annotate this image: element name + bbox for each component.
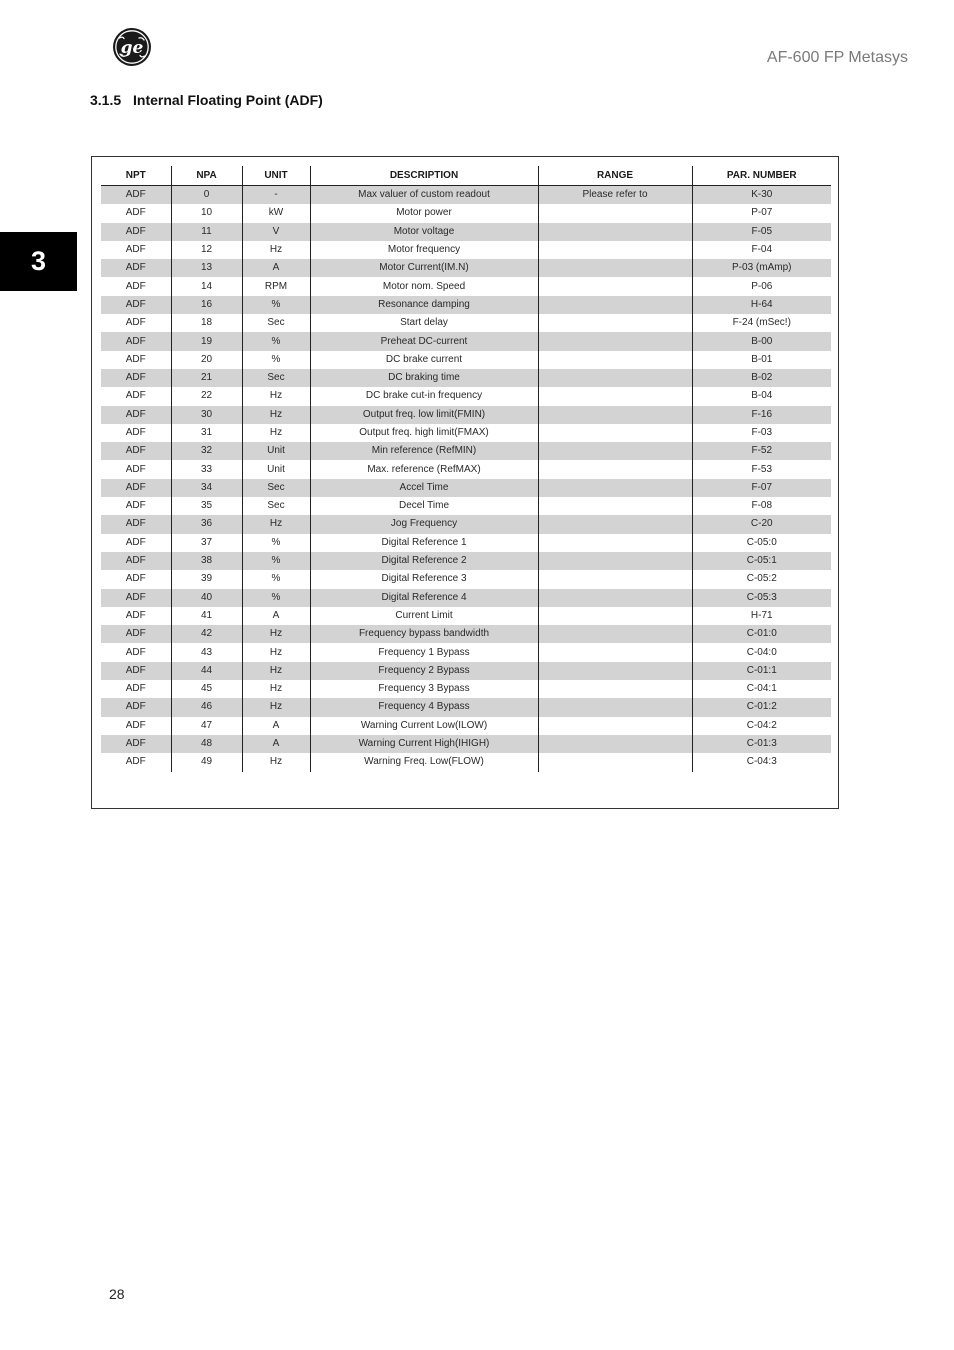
cell-unit: %	[242, 589, 310, 607]
cell-description: Accel Time	[310, 479, 538, 497]
cell-description: Frequency 3 Bypass	[310, 680, 538, 698]
cell-unit: Hz	[242, 753, 310, 771]
cell-par-number: P-03 (mAmp)	[692, 259, 831, 277]
cell-npt: ADF	[101, 223, 171, 241]
cell-npa: 10	[171, 204, 242, 222]
cell-npt: ADF	[125, 500, 146, 512]
table-row	[101, 204, 831, 222]
cell-npa: 45	[171, 680, 242, 698]
cell-unit: Hz	[242, 662, 310, 680]
cell-description: Max valuer of custom readout	[310, 186, 538, 205]
cell-npt: ADF	[125, 536, 146, 548]
cell-npt: ADF	[101, 662, 171, 680]
cell-range	[538, 351, 692, 369]
cell-range	[538, 369, 692, 387]
cell-unit: A	[242, 735, 310, 753]
cell-unit: %	[242, 570, 310, 588]
cell-description: Output freq. low limit(FMIN)	[310, 406, 538, 424]
cell-description: Motor frequency	[310, 241, 538, 259]
cell-range	[538, 515, 692, 533]
cell-npt: ADF	[125, 719, 146, 731]
cell-npt: ADF	[125, 280, 146, 292]
cell-npt: ADF	[101, 735, 171, 753]
cell-par-number: B-00	[692, 332, 831, 350]
cell-par-number: F-53	[692, 460, 831, 478]
table-row	[101, 223, 831, 241]
cell-npt: ADF	[125, 207, 146, 219]
cell-unit: A	[242, 259, 310, 277]
cell-par-number: P-06	[692, 277, 831, 295]
section-title: Internal Floating Point (ADF)	[133, 92, 323, 108]
cell-npa: 22	[171, 387, 242, 405]
table-row	[101, 680, 831, 698]
table-row	[101, 662, 831, 680]
cell-npa: 37	[171, 534, 242, 552]
cell-npt: ADF	[101, 552, 171, 570]
cell-npt: ADF	[125, 683, 146, 695]
table-row	[101, 717, 831, 735]
cell-unit: %	[242, 332, 310, 350]
cell-range	[538, 717, 692, 735]
table-row	[101, 351, 831, 369]
cell-description: Warning Current Low(ILOW)	[310, 717, 538, 735]
ge-logo-icon	[112, 27, 152, 67]
cell-par-number: C-01:0	[692, 625, 831, 643]
cell-npa: 47	[171, 717, 242, 735]
cell-par-number: F-52	[692, 442, 831, 460]
cell-range	[538, 406, 692, 424]
cell-description: Digital Reference 1	[310, 534, 538, 552]
cell-npt: ADF	[101, 625, 171, 643]
cell-range	[538, 570, 692, 588]
cell-unit: A	[242, 717, 310, 735]
cell-npa: 36	[171, 515, 242, 533]
table-row	[101, 369, 831, 387]
cell-npa: 48	[171, 735, 242, 753]
cell-range	[538, 662, 692, 680]
cell-unit: Unit	[242, 460, 310, 478]
cell-description: Jog Frequency	[310, 515, 538, 533]
table-row	[101, 497, 831, 515]
cell-description: Resonance damping	[310, 296, 538, 314]
cell-par-number: H-71	[692, 607, 831, 625]
cell-range	[538, 241, 692, 259]
cell-description: Output freq. high limit(FMAX)	[310, 424, 538, 442]
cell-npt: ADF	[101, 406, 171, 424]
cell-description: Preheat DC-current	[310, 332, 538, 350]
cell-unit: kW	[242, 204, 310, 222]
cell-par-number: C-05:1	[692, 552, 831, 570]
table-row	[101, 552, 831, 570]
cell-par-number: C-04:0	[692, 643, 831, 661]
cell-par-number: C-01:2	[692, 698, 831, 716]
cell-npt: ADF	[101, 296, 171, 314]
cell-par-number: C-20	[692, 515, 831, 533]
cell-description: DC brake current	[310, 351, 538, 369]
cell-unit: Hz	[242, 625, 310, 643]
cell-unit: -	[242, 186, 310, 205]
column-header-par-number: PAR. NUMBER	[692, 166, 831, 186]
table-row	[101, 479, 831, 497]
cell-par-number: C-01:3	[692, 735, 831, 753]
table-row	[101, 186, 831, 205]
table-row	[101, 277, 831, 295]
column-header-description: DESCRIPTION	[310, 166, 538, 186]
cell-description: Digital Reference 4	[310, 589, 538, 607]
cell-par-number: C-05:2	[692, 570, 831, 588]
cell-par-number: F-08	[692, 497, 831, 515]
cell-npt: ADF	[125, 646, 146, 658]
cell-npa: 16	[171, 296, 242, 314]
cell-range	[538, 424, 692, 442]
cell-npt: ADF	[125, 390, 146, 402]
table-body	[101, 186, 831, 772]
cell-unit: %	[242, 534, 310, 552]
cell-npa: 19	[171, 332, 242, 350]
section-heading	[90, 92, 323, 108]
cell-unit: RPM	[242, 277, 310, 295]
cell-description: Frequency 1 Bypass	[310, 643, 538, 661]
cell-par-number: F-07	[692, 479, 831, 497]
cell-npa: 30	[171, 406, 242, 424]
cell-npa: 12	[171, 241, 242, 259]
cell-npt: ADF	[125, 573, 146, 585]
cell-npa: 14	[171, 277, 242, 295]
cell-range: Please refer to	[538, 186, 692, 205]
cell-unit: Hz	[242, 424, 310, 442]
table-row	[101, 406, 831, 424]
cell-description: Digital Reference 2	[310, 552, 538, 570]
cell-npa: 46	[171, 698, 242, 716]
cell-description: Motor voltage	[310, 223, 538, 241]
cell-unit: Hz	[242, 515, 310, 533]
cell-range	[538, 680, 692, 698]
table-row	[101, 698, 831, 716]
cell-unit: Sec	[242, 479, 310, 497]
cell-npt: ADF	[101, 442, 171, 460]
adf-table	[101, 166, 831, 772]
table-row	[101, 241, 831, 259]
cell-range	[538, 753, 692, 771]
cell-description: Motor Current(IM.N)	[310, 259, 538, 277]
cell-npa: 32	[171, 442, 242, 460]
cell-npa: 11	[171, 223, 242, 241]
cell-range	[538, 698, 692, 716]
table-row	[101, 460, 831, 478]
cell-range	[538, 735, 692, 753]
table-row	[101, 314, 831, 332]
cell-unit: Sec	[242, 314, 310, 332]
cell-range	[538, 552, 692, 570]
cell-npt: ADF	[125, 353, 146, 365]
cell-npa: 49	[171, 753, 242, 771]
cell-range	[538, 643, 692, 661]
cell-npa: 34	[171, 479, 242, 497]
table-row	[101, 424, 831, 442]
cell-par-number: F-04	[692, 241, 831, 259]
cell-par-number: C-04:1	[692, 680, 831, 698]
cell-npa: 33	[171, 460, 242, 478]
cell-range	[538, 332, 692, 350]
cell-unit: Sec	[242, 497, 310, 515]
cell-range	[538, 589, 692, 607]
cell-description: Digital Reference 3	[310, 570, 538, 588]
cell-range	[538, 277, 692, 295]
table-row	[101, 625, 831, 643]
cell-description: Warning Current High(IHIGH)	[310, 735, 538, 753]
cell-description: Min reference (RefMIN)	[310, 442, 538, 460]
column-header-npa: NPA	[171, 166, 242, 186]
cell-npt: ADF	[101, 698, 171, 716]
cell-npt: ADF	[125, 427, 146, 438]
cell-par-number: C-05:3	[692, 589, 831, 607]
cell-range	[538, 223, 692, 241]
cell-npt: ADF	[125, 609, 146, 621]
column-header-unit: UNIT	[242, 166, 310, 186]
table-row	[101, 753, 831, 771]
cell-npt: ADF	[125, 756, 146, 768]
cell-par-number: F-24 (mSec!)	[692, 314, 831, 332]
cell-unit: %	[242, 351, 310, 369]
cell-npt: ADF	[125, 317, 146, 329]
cell-npt: ADF	[101, 589, 171, 607]
cell-unit: Hz	[242, 643, 310, 661]
cell-npa: 40	[171, 589, 242, 607]
cell-npa: 44	[171, 662, 242, 680]
table-row	[101, 387, 831, 405]
cell-description: Current Limit	[310, 607, 538, 625]
cell-unit: Hz	[242, 698, 310, 716]
cell-npt: ADF	[101, 186, 171, 205]
table-row	[101, 607, 831, 625]
cell-par-number: B-02	[692, 369, 831, 387]
cell-description: Motor power	[310, 204, 538, 222]
cell-range	[538, 460, 692, 478]
cell-description: Warning Freq. Low(FLOW)	[310, 753, 538, 771]
table-row	[101, 442, 831, 460]
cell-npt: ADF	[101, 369, 171, 387]
table-header-row	[101, 166, 831, 186]
cell-range	[538, 259, 692, 277]
cell-unit: %	[242, 296, 310, 314]
table-row	[101, 296, 831, 314]
table-row	[101, 570, 831, 588]
cell-par-number: B-04	[692, 387, 831, 405]
cell-npa: 42	[171, 625, 242, 643]
table-row	[101, 735, 831, 753]
column-header-range: RANGE	[538, 166, 692, 186]
cell-range	[538, 534, 692, 552]
cell-npt: ADF	[125, 244, 146, 256]
cell-unit: Hz	[242, 406, 310, 424]
cell-npa: 43	[171, 643, 242, 661]
cell-par-number: K-30	[692, 186, 831, 205]
cell-description: Start delay	[310, 314, 538, 332]
cell-range	[538, 497, 692, 515]
cell-npt: ADF	[101, 479, 171, 497]
table-row	[101, 534, 831, 552]
cell-range	[538, 387, 692, 405]
cell-npa: 18	[171, 314, 242, 332]
cell-unit: Hz	[242, 387, 310, 405]
cell-unit: Sec	[242, 369, 310, 387]
table-row	[101, 643, 831, 661]
section-number: 3.1.5	[90, 92, 122, 108]
table-row	[101, 589, 831, 607]
cell-npa: 20	[171, 351, 242, 369]
cell-npa: 0	[171, 186, 242, 205]
cell-par-number: C-05:0	[692, 534, 831, 552]
cell-npa: 21	[171, 369, 242, 387]
cell-description: Frequency 4 Bypass	[310, 698, 538, 716]
cell-par-number: F-05	[692, 223, 831, 241]
cell-par-number: C-01:1	[692, 662, 831, 680]
product-title: AF-600 FP Metasys	[766, 49, 908, 66]
cell-range	[538, 296, 692, 314]
cell-range	[538, 607, 692, 625]
table-row	[101, 259, 831, 277]
chapter-tab: 3	[0, 232, 77, 291]
cell-npa: 41	[171, 607, 242, 625]
cell-par-number: B-01	[692, 351, 831, 369]
cell-range	[538, 479, 692, 497]
cell-par-number: F-16	[692, 406, 831, 424]
cell-range	[538, 442, 692, 460]
cell-description: Frequency 2 Bypass	[310, 662, 538, 680]
cell-description: Decel Time	[310, 497, 538, 515]
cell-description: DC braking time	[310, 369, 538, 387]
cell-description: Motor nom. Speed	[310, 277, 538, 295]
adf-table-frame	[91, 156, 839, 809]
cell-par-number: C-04:3	[692, 753, 831, 771]
cell-npa: 13	[171, 259, 242, 277]
column-header-npt: NPT	[101, 166, 171, 186]
cell-par-number: H-64	[692, 296, 831, 314]
cell-npa: 35	[171, 497, 242, 515]
cell-unit: Unit	[242, 442, 310, 460]
cell-par-number: P-07	[692, 204, 831, 222]
cell-unit: A	[242, 607, 310, 625]
table-row	[101, 515, 831, 533]
cell-npt: ADF	[101, 332, 171, 350]
cell-unit: V	[242, 223, 310, 241]
cell-range	[538, 314, 692, 332]
cell-par-number: F-03	[692, 424, 831, 442]
cell-npa: 31	[171, 424, 242, 442]
cell-npa: 38	[171, 552, 242, 570]
cell-unit: Hz	[242, 241, 310, 259]
cell-npt: ADF	[125, 463, 146, 475]
cell-description: DC brake cut-in frequency	[310, 387, 538, 405]
page-number: 28	[109, 1286, 125, 1302]
cell-range	[538, 625, 692, 643]
cell-unit: %	[242, 552, 310, 570]
table-row	[101, 332, 831, 350]
svg-text:ge: ge	[120, 38, 144, 58]
cell-description: Max. reference (RefMAX)	[310, 460, 538, 478]
cell-npt: ADF	[101, 515, 171, 533]
cell-npt: ADF	[101, 259, 171, 277]
cell-par-number: C-04:2	[692, 717, 831, 735]
cell-npa: 39	[171, 570, 242, 588]
cell-description: Frequency bypass bandwidth	[310, 625, 538, 643]
cell-unit: Hz	[242, 680, 310, 698]
cell-range	[538, 204, 692, 222]
